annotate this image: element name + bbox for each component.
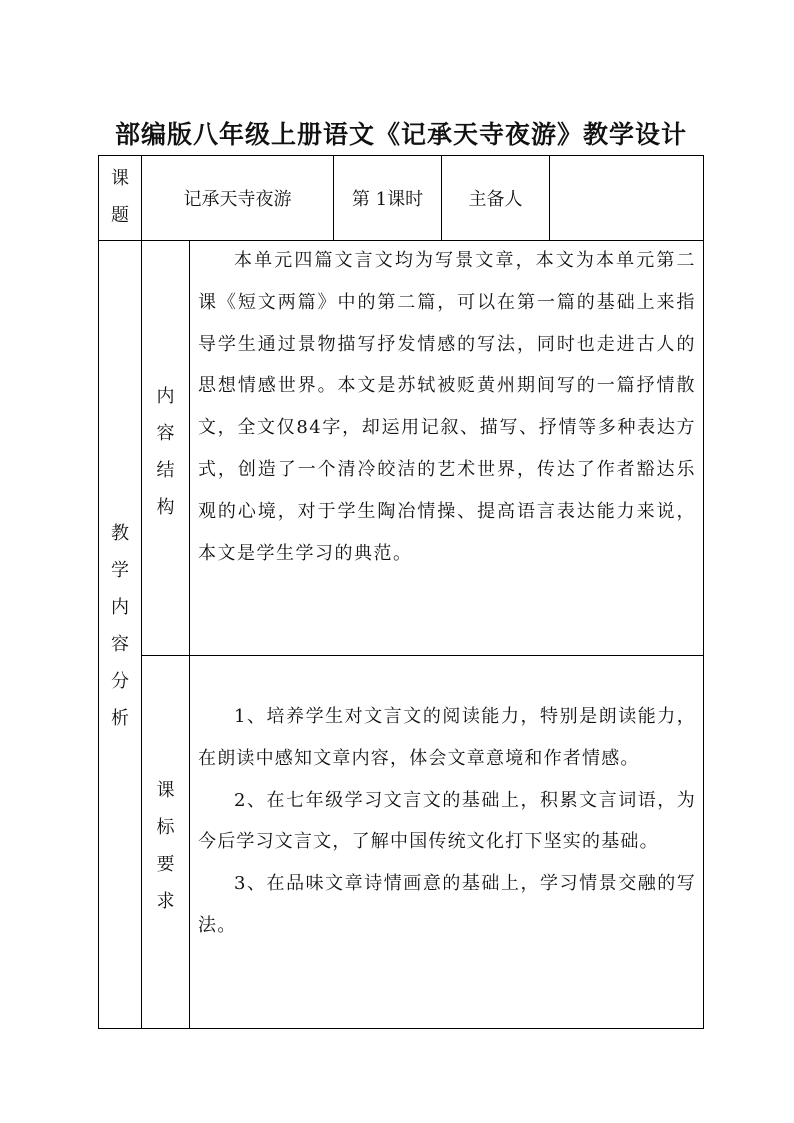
topic-label-char: 课 <box>111 168 129 189</box>
topic-label-char: 题 <box>111 205 129 226</box>
content-structure-text <box>198 240 696 574</box>
section-label-char: 容 <box>111 634 129 655</box>
subsection-label-char: 课 <box>156 780 175 801</box>
section-label-char: 教 <box>111 523 129 544</box>
subsection-label-char: 求 <box>156 891 175 912</box>
curriculum-requirements-text <box>198 696 696 947</box>
section-label-char: 析 <box>111 708 129 729</box>
topic-label <box>99 160 141 234</box>
document-title: 部编版八年级上册语文《记承天寺夜游》教学设计 <box>114 120 687 149</box>
content-structure-label <box>142 378 189 526</box>
curriculum-requirements-label <box>142 772 189 920</box>
paragraph: 1、培养学生对文言文的阅读能力，特别是朗读能力，在朗读中感知文章内容，体会文章意境和作者情感。 <box>198 706 696 769</box>
table-border-right <box>703 155 704 1029</box>
subsection-label-char: 构 <box>156 497 175 518</box>
period-value: 第 1课时 <box>351 189 424 210</box>
section-label-teaching-content-analysis <box>99 515 141 737</box>
subsection-col-divider <box>189 240 190 1029</box>
preparer-value <box>550 156 703 240</box>
topic-value: 记承天寺夜游 <box>183 189 292 210</box>
subsection-label-char: 内 <box>156 386 175 407</box>
paragraph: 2、在七年级学习文言文的基础上，积累文言词语，为今后学习文言文，了解中国传统文化打下坚实的基础。 <box>198 789 696 853</box>
subsection-label-char: 要 <box>156 854 175 875</box>
subsection-row-divider <box>141 655 704 656</box>
preparer-label: 主备人 <box>468 189 523 210</box>
paragraph: 本单元四篇文言文均为写景文章，本文为本单元第二课《短文两篇》中的第二篇，可以在第一篇的基础上来指导学生通过景物描写抒发情感的写法，同时也走进古人的思想情感世界。本文是苏轼被贬黄州期间写的一篇抒情散文，全文仅84字，却运用记叙、描写、抒情等多种表达方式，创造了一个清冷皎洁的艺术世界，传达了作者豁达乐观的心境，对于学生陶冶情操、提高语言表达能力来说，本文是学生学习的典范。 <box>198 250 696 564</box>
section-label-char: 学 <box>111 560 129 581</box>
section-label-char: 内 <box>111 597 129 618</box>
subsection-label-char: 结 <box>156 460 175 481</box>
subsection-label-char: 标 <box>156 817 175 838</box>
paragraph: 3、在品味文章诗情画意的基础上，学习情景交融的写法。 <box>198 873 696 936</box>
section-label-char: 分 <box>111 671 129 692</box>
subsection-label-char: 容 <box>156 423 175 444</box>
